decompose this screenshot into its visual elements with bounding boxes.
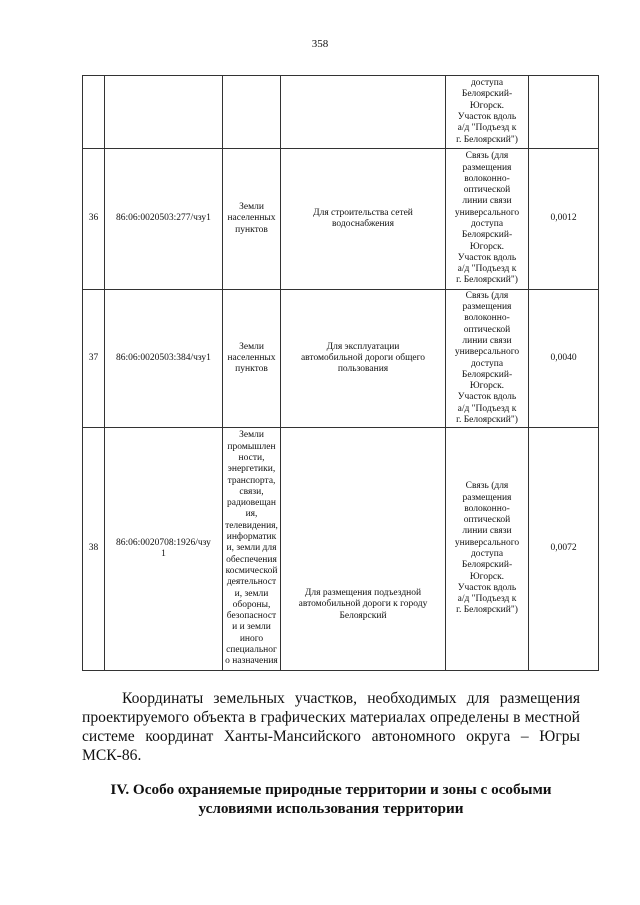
purpose-cell: Связь (для размещения волоконно- оптической линии связи универсального доступа Белоярский- Югорск. Участок вдоль а/д "Подъезд к г. Белоярский")	[446, 149, 529, 290]
land-category-cell: Земли населенных пунктов	[223, 149, 281, 290]
area-cell: 0,0012	[529, 149, 599, 290]
area-cell	[529, 76, 599, 149]
land-category-cell	[223, 76, 281, 149]
permitted-use-cell: Для эксплуатации автомобильной дороги общего пользования	[281, 290, 446, 428]
purpose-cell: Связь (для размещения волоконно- оптической линии связи универсального доступа Белоярский- Югорск. Участок вдоль а/д "Подъезд к г. Белоярский")	[446, 290, 529, 428]
table-row	[83, 428, 599, 671]
cadastral-number-cell: 86:06:0020503:384/чзу1	[105, 290, 223, 428]
row-number-cell	[83, 76, 105, 149]
permitted-use-cell	[281, 76, 446, 149]
permitted-use-cell: Для размещения подъездной автомобильной дороги к городу Белоярский	[281, 428, 446, 671]
purpose-cell: доступа Белоярский- Югорск. Участок вдоль а/д "Подъезд к г. Белоярский")	[446, 76, 529, 149]
area-cell: 0,0072	[529, 428, 599, 671]
page-number: 358	[311, 38, 329, 50]
land-category-cell: Земли промышлен ности, энергетики, транспорта, связи, радиовещан ия, телевидения, информатик и, земли для обеспечения космической деятельност и, земли обороны, безопасност и и земли иного специальног о назначения	[223, 428, 281, 671]
cadastral-number-cell	[105, 76, 223, 149]
coordinates-paragraph: Координаты земельных участков, необходимых для размещения проектируемого объекта в графических материалах определены в местной системе координат Ханты-Мансийского автономного округа – Югры МСК-86.	[82, 690, 580, 764]
table-row	[83, 149, 599, 290]
cadastral-number-cell: 86:06:0020503:277/чзу1	[105, 149, 223, 290]
purpose-cell: Связь (для размещения волоконно- оптической линии связи универсального доступа Белоярский- Югорск. Участок вдоль а/д "Подъезд к г. Белоярский")	[446, 428, 529, 671]
row-number-cell: 37	[83, 290, 105, 428]
table-row	[83, 290, 599, 428]
section-heading: IV. Особо охраняемые природные территории и зоны с особыми условиями использования территории	[110, 781, 552, 817]
row-number-cell: 36	[83, 149, 105, 290]
land-plots-table	[82, 75, 599, 671]
permitted-use-cell: Для строительства сетей водоснабжения	[281, 149, 446, 290]
area-cell: 0,0040	[529, 290, 599, 428]
table-row	[83, 76, 599, 149]
cadastral-number-cell: 86:06:0020708:1926/чзу 1	[105, 428, 223, 671]
row-number-cell: 38	[83, 428, 105, 671]
land-category-cell: Земли населенных пунктов	[223, 290, 281, 428]
